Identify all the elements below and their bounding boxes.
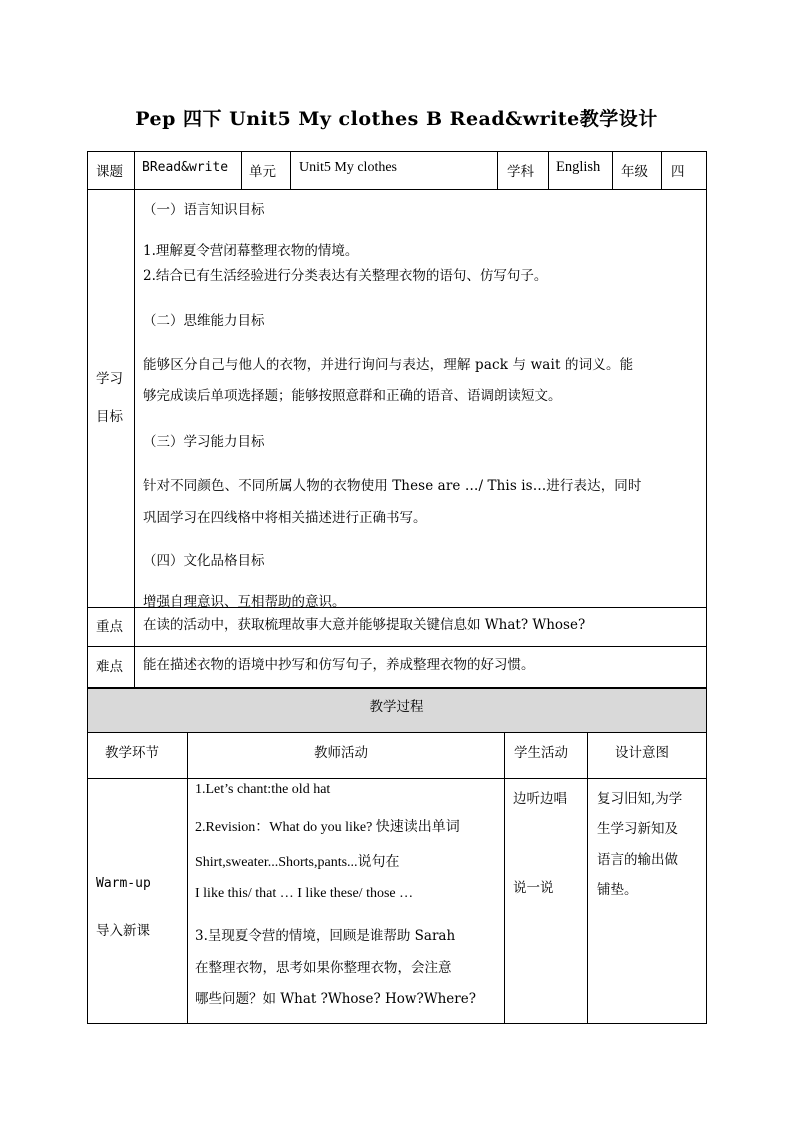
intent-line: 语言的输出做 bbox=[597, 852, 678, 868]
grade-value: 四 bbox=[671, 164, 685, 180]
objective-heading-4: （四）文化品格目标 bbox=[143, 553, 265, 569]
col-intent: 设计意图 bbox=[615, 745, 669, 761]
objective-text: 巩固学习在四线格中将相关描述进行正确书写。 bbox=[143, 510, 427, 526]
stage-name: Warm-up bbox=[96, 876, 151, 891]
teacher-line: 在整理衣物，思考如果你整理衣物，会注意 bbox=[195, 960, 452, 976]
difficulty-label: 难点 bbox=[96, 659, 123, 675]
subject-value: English bbox=[556, 159, 601, 175]
col-teacher: 教师活动 bbox=[314, 745, 368, 761]
teacher-line: 1.Let’s chant:the old hat bbox=[195, 782, 331, 797]
objective-text: 够完成读后单项选择题；能够按照意群和正确的语音、语调朗读短文。 bbox=[143, 388, 562, 404]
intent-line: 生学习新知及 bbox=[597, 821, 678, 837]
objectives-label-1: 学习 bbox=[96, 371, 123, 387]
subject-label: 学科 bbox=[507, 164, 534, 180]
teacher-line: Shirt,sweater...Shorts,pants...说句在 bbox=[195, 855, 400, 870]
objective-text: 2.结合已有生活经验进行分类表达有关整理衣物的语句、仿写句子。 bbox=[143, 268, 548, 284]
objectives-label-2: 目标 bbox=[96, 409, 123, 425]
teacher-line: 3.呈现夏令营的情境，回顾是谁帮助 Sarah bbox=[195, 928, 456, 944]
topic-value: BRead&write bbox=[142, 160, 229, 175]
objective-heading-3: （三）学习能力目标 bbox=[143, 434, 265, 450]
unit-label: 单元 bbox=[249, 164, 276, 180]
teacher-line: I like this/ that … I like these/ those … bbox=[195, 886, 414, 901]
document-title: Pep 四下 Unit5 My clothes B Read&write教学设计 bbox=[135, 108, 658, 130]
key-point-text: 在读的活动中，获取梳理故事大意并能够提取关键信息如 What? Whose? bbox=[143, 617, 586, 633]
teacher-line: 哪些问题？如 What ?Whose? How?Where? bbox=[195, 991, 476, 1007]
objective-text: 能够区分自己与他人的衣物，并进行询问与表达，理解 pack 与 wait 的词义。能 bbox=[143, 357, 634, 373]
student-activity: 边听边唱 bbox=[513, 791, 567, 807]
key-point-label: 重点 bbox=[96, 619, 123, 635]
unit-value: Unit5 My clothes bbox=[299, 160, 397, 175]
process-header: 教学过程 bbox=[369, 699, 424, 715]
objective-heading-2: （二）思维能力目标 bbox=[143, 313, 265, 329]
grade-label: 年级 bbox=[621, 164, 648, 180]
col-student: 学生活动 bbox=[514, 745, 568, 761]
objective-heading-1: （一）语言知识目标 bbox=[143, 202, 265, 218]
objective-text: 1.理解夏令营闭幕整理衣物的情境。 bbox=[143, 243, 359, 259]
objective-text: 针对不同颜色、不同所属人物的衣物使用 These are …/ This is…进行表达，同时 bbox=[143, 478, 642, 494]
intent-line: 铺垫。 bbox=[597, 882, 638, 898]
topic-label: 课题 bbox=[96, 164, 123, 180]
intent-line: 复习旧知,为学 bbox=[597, 791, 683, 807]
difficulty-text: 能在描述衣物的语境中抄写和仿写句子，养成整理衣物的好习惯。 bbox=[143, 657, 535, 673]
col-stage: 教学环节 bbox=[105, 745, 159, 761]
objective-text: 增强自理意识、互相帮助的意识。 bbox=[143, 594, 346, 610]
stage-name-cn: 导入新课 bbox=[96, 923, 150, 939]
teacher-line: 2.Revision：What do you like? 快速读出单词 bbox=[195, 820, 460, 835]
student-activity: 说一说 bbox=[513, 880, 554, 896]
